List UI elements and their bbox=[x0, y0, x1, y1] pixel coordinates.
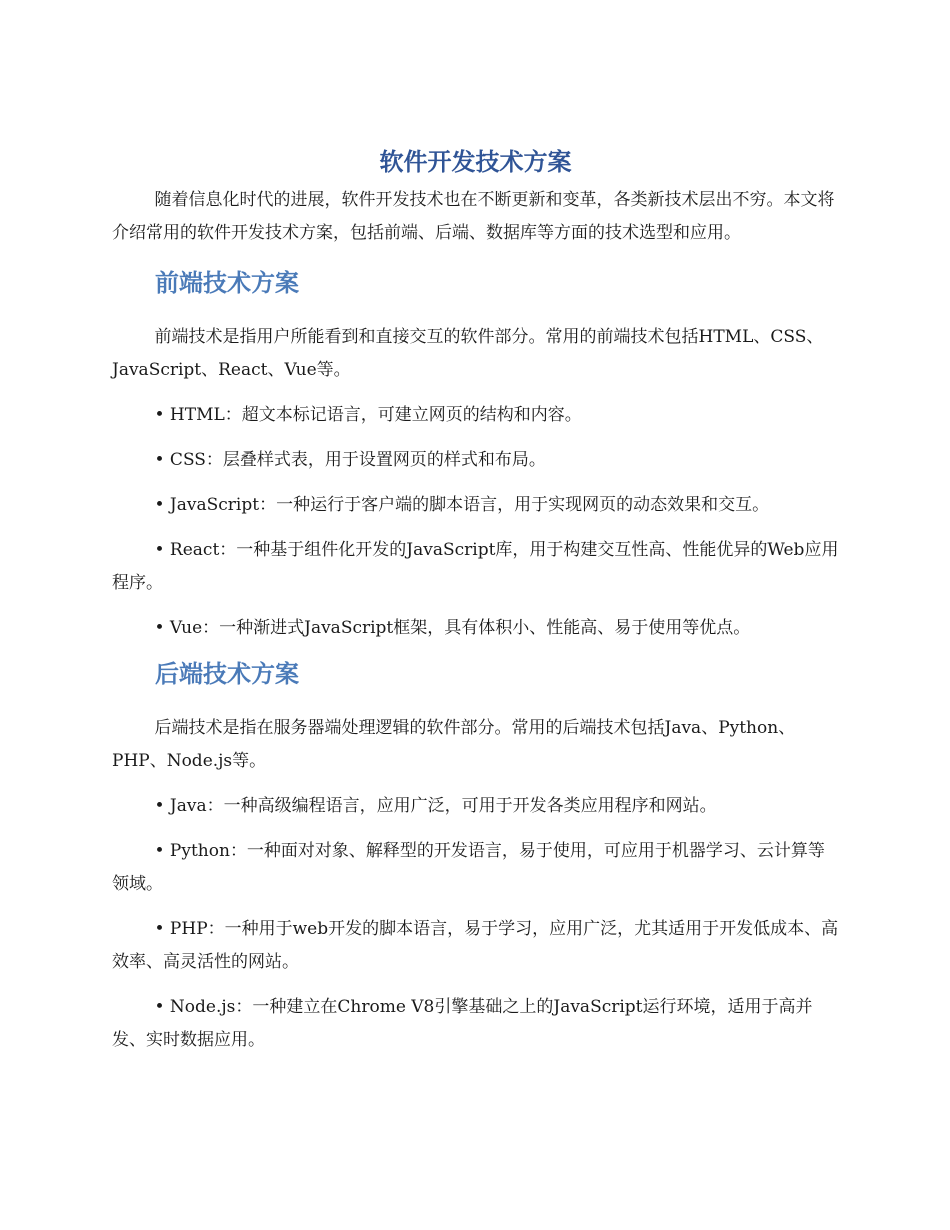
backend-item-nodejs: • Node.js：一种建立在Chrome V8引擎基础之上的JavaScript运行环境，适用于高并发、实时数据应用。 bbox=[112, 997, 813, 1050]
document-body bbox=[112, 140, 839, 1057]
page-title: 软件开发技术方案 bbox=[379, 148, 572, 176]
frontend-item-react: • React：一种基于组件化开发的JavaScript库，用于构建交互性高、性能优异的Web应用程序。 bbox=[112, 540, 839, 593]
backend-heading: 后端技术方案 bbox=[155, 660, 299, 688]
backend-item-python: • Python：一种面对对象、解释型的开发语言，易于使用，可应用于机器学习、云计算等领域。 bbox=[112, 841, 825, 894]
backend-item-php: • PHP：一种用于web开发的脚本语言，易于学习，应用广泛，尤其适用于开发低成本、高效率、高灵活性的网站。 bbox=[112, 919, 839, 972]
frontend-heading: 前端技术方案 bbox=[155, 269, 299, 297]
frontend-item-css: • CSS：层叠样式表，用于设置网页的样式和布局。 bbox=[154, 450, 546, 470]
intro-paragraph: 随着信息化时代的进展，软件开发技术也在不断更新和变革，各类新技术层出不穷。本文将介绍常用的软件开发技术方案，包括前端、后端、数据库等方面的技术选型和应用。 bbox=[112, 190, 835, 243]
frontend-lead-paragraph: 前端技术是指用户所能看到和直接交互的软件部分。常用的前端技术包括HTML、CSS、JavaScript、React、Vue等。 bbox=[112, 327, 824, 380]
frontend-item-javascript: • JavaScript：一种运行于客户端的脚本语言，用于实现网页的动态效果和交互。 bbox=[154, 495, 770, 515]
backend-item-java: • Java：一种高级编程语言，应用广泛，可用于开发各类应用程序和网站。 bbox=[154, 796, 717, 816]
frontend-item-html: • HTML：超文本标记语言，可建立网页的结构和内容。 bbox=[154, 405, 582, 425]
frontend-item-vue: • Vue：一种渐进式JavaScript框架，具有体积小、性能高、易于使用等优点。 bbox=[154, 618, 751, 638]
backend-lead-paragraph: 后端技术是指在服务器端处理逻辑的软件部分。常用的后端技术包括Java、Python、PHP、Node.js等。 bbox=[112, 718, 796, 771]
